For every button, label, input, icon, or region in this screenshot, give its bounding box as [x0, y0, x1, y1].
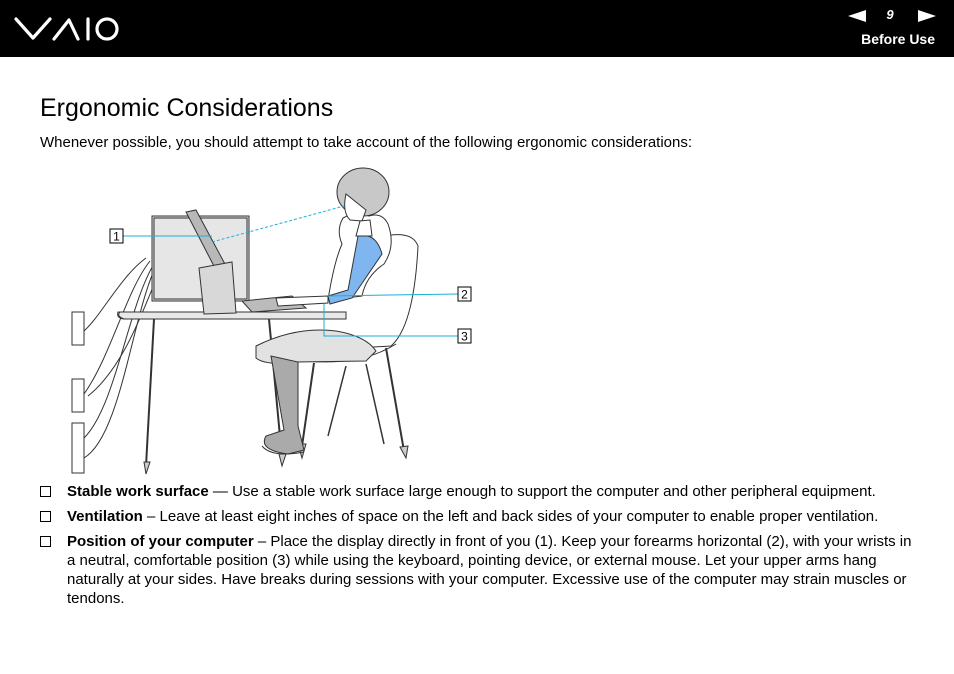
list-item-term: Position of your computer — [67, 533, 254, 550]
list-item — [40, 532, 920, 608]
callout-1-label: 1 — [113, 229, 120, 244]
callout-2-label: 2 — [461, 287, 468, 302]
list-item-text: — Use a stable work surface large enough to support the computer and other peripheral equipment. — [208, 483, 876, 500]
next-page-icon[interactable] — [918, 10, 936, 22]
previous-page-icon[interactable] — [848, 10, 866, 22]
header-bar — [0, 0, 954, 57]
vaio-logo — [14, 13, 122, 43]
list-item — [40, 482, 920, 501]
page-navigator — [846, 6, 936, 24]
checkbox-bullet-icon — [40, 511, 51, 522]
ergonomic-illustration — [66, 166, 486, 478]
intro-text: Whenever possible, you should attempt to take account of the following ergonomic considerations: — [40, 134, 693, 151]
callout-3-label: 3 — [461, 329, 468, 344]
checkbox-bullet-icon — [40, 486, 51, 497]
list-item-text: – Place the display directly in front of you (1). Keep your forearms horizontal (2), with your wrists in a neutral, comfortable position (3) while using the keyboard, pointing device, or external mouse. Let your upper arms hang naturally at your sides. Have breaks during sessions with your computer. Excessive use of the computer may strain muscles or tendons. — [67, 533, 912, 607]
checkbox-bullet-icon — [40, 536, 51, 547]
list-item — [40, 507, 920, 526]
page-number: 9 — [886, 7, 894, 22]
list-item-term: Stable work surface — [67, 483, 209, 500]
page-title: Ergonomic Considerations — [40, 94, 334, 122]
list-item-term: Ventilation — [67, 508, 143, 525]
section-title: Before Use — [861, 31, 935, 47]
considerations-list — [40, 482, 920, 614]
list-item-text: – Leave at least eight inches of space on the left and back sides of your computer to enable proper ventilation. — [142, 508, 879, 525]
